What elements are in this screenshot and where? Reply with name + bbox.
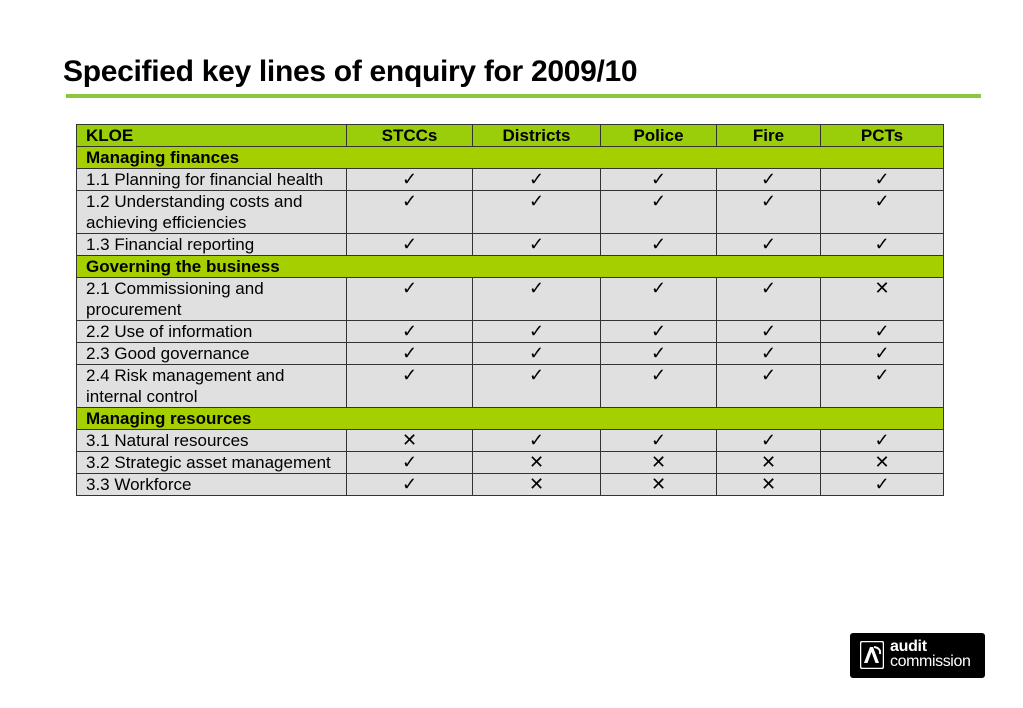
check-icon-stccs: ✓ [347,234,473,256]
check-icon-stccs: ✓ [347,169,473,191]
check-icon-districts: ✓ [473,234,601,256]
check-icon-stccs: ✓ [347,474,473,496]
kloe-label: 2.3 Good governance [77,343,347,365]
check-icon-fire: ✓ [717,169,821,191]
check-icon-districts: ✓ [473,365,601,408]
kloe-table-body [77,125,944,496]
check-icon-pcts: ✓ [821,474,944,496]
section-title: Governing the business [77,256,944,278]
cross-icon-pcts: ✕ [821,278,944,321]
kloe-label: 1.3 Financial reporting [77,234,347,256]
logo-text-commission: commission [890,653,971,670]
table-row [77,474,944,496]
check-icon-fire: ✓ [717,321,821,343]
check-icon-pcts: ✓ [821,430,944,452]
table-row [77,365,944,408]
kloe-label: 2.2 Use of information [77,321,347,343]
section-title: Managing resources [77,408,944,430]
check-icon-pcts: ✓ [821,343,944,365]
table-row [77,343,944,365]
cross-icon-districts: ✕ [473,474,601,496]
cross-icon-districts: ✕ [473,452,601,474]
check-icon-police: ✓ [601,191,717,234]
cross-icon-pcts: ✕ [821,452,944,474]
section-row [77,256,944,278]
kloe-label: 2.4 Risk management and internal control [77,365,347,408]
kloe-label: 3.2 Strategic asset management [77,452,347,474]
check-icon-police: ✓ [601,430,717,452]
table-row [77,169,944,191]
table-row [77,278,944,321]
section-title: Managing finances [77,147,944,169]
check-icon-police: ✓ [601,278,717,321]
check-icon-districts: ✓ [473,430,601,452]
table-header-row [77,125,944,147]
kloe-label: 3.3 Workforce [77,474,347,496]
kloe-label: 1.1 Planning for financial health [77,169,347,191]
check-icon-fire: ✓ [717,234,821,256]
cross-icon-police: ✕ [601,474,717,496]
check-icon-districts: ✓ [473,169,601,191]
kloe-label: 2.1 Commissioning and procurement [77,278,347,321]
section-row [77,408,944,430]
check-icon-stccs: ✓ [347,452,473,474]
title-underline [66,94,981,98]
column-header-districts: Districts [473,125,601,147]
table-row [77,452,944,474]
check-icon-fire: ✓ [717,343,821,365]
column-header-stccs: STCCs [347,125,473,147]
check-icon-fire: ✓ [717,278,821,321]
cross-icon-stccs: ✕ [347,430,473,452]
audit-commission-logo [850,633,985,678]
column-header-fire: Fire [717,125,821,147]
check-icon-pcts: ✓ [821,169,944,191]
column-header-kloe: KLOE [77,125,347,147]
check-icon-stccs: ✓ [347,191,473,234]
audit-commission-logo-icon [860,641,884,669]
check-icon-pcts: ✓ [821,191,944,234]
kloe-label: 3.1 Natural resources [77,430,347,452]
check-icon-pcts: ✓ [821,321,944,343]
check-icon-fire: ✓ [717,191,821,234]
kloe-table [76,124,944,496]
page-title: Specified key lines of enquiry for 2009/10 [63,55,638,88]
check-icon-police: ✓ [601,234,717,256]
check-icon-pcts: ✓ [821,234,944,256]
check-icon-police: ✓ [601,321,717,343]
kloe-label: 1.2 Understanding costs and achieving efficiencies [77,191,347,234]
cross-icon-fire: ✕ [717,452,821,474]
table-row [77,234,944,256]
check-icon-districts: ✓ [473,343,601,365]
check-icon-districts: ✓ [473,321,601,343]
cross-icon-police: ✕ [601,452,717,474]
check-icon-police: ✓ [601,365,717,408]
check-icon-districts: ✓ [473,278,601,321]
check-icon-pcts: ✓ [821,365,944,408]
check-icon-stccs: ✓ [347,321,473,343]
check-icon-stccs: ✓ [347,278,473,321]
check-icon-police: ✓ [601,169,717,191]
section-row [77,147,944,169]
check-icon-fire: ✓ [717,430,821,452]
table-row [77,191,944,234]
check-icon-stccs: ✓ [347,343,473,365]
table-row [77,321,944,343]
table-row [77,430,944,452]
cross-icon-fire: ✕ [717,474,821,496]
check-icon-fire: ✓ [717,365,821,408]
check-icon-police: ✓ [601,343,717,365]
check-icon-stccs: ✓ [347,365,473,408]
logo-text-audit: audit [890,638,927,655]
column-header-police: Police [601,125,717,147]
column-header-pcts: PCTs [821,125,944,147]
check-icon-districts: ✓ [473,191,601,234]
